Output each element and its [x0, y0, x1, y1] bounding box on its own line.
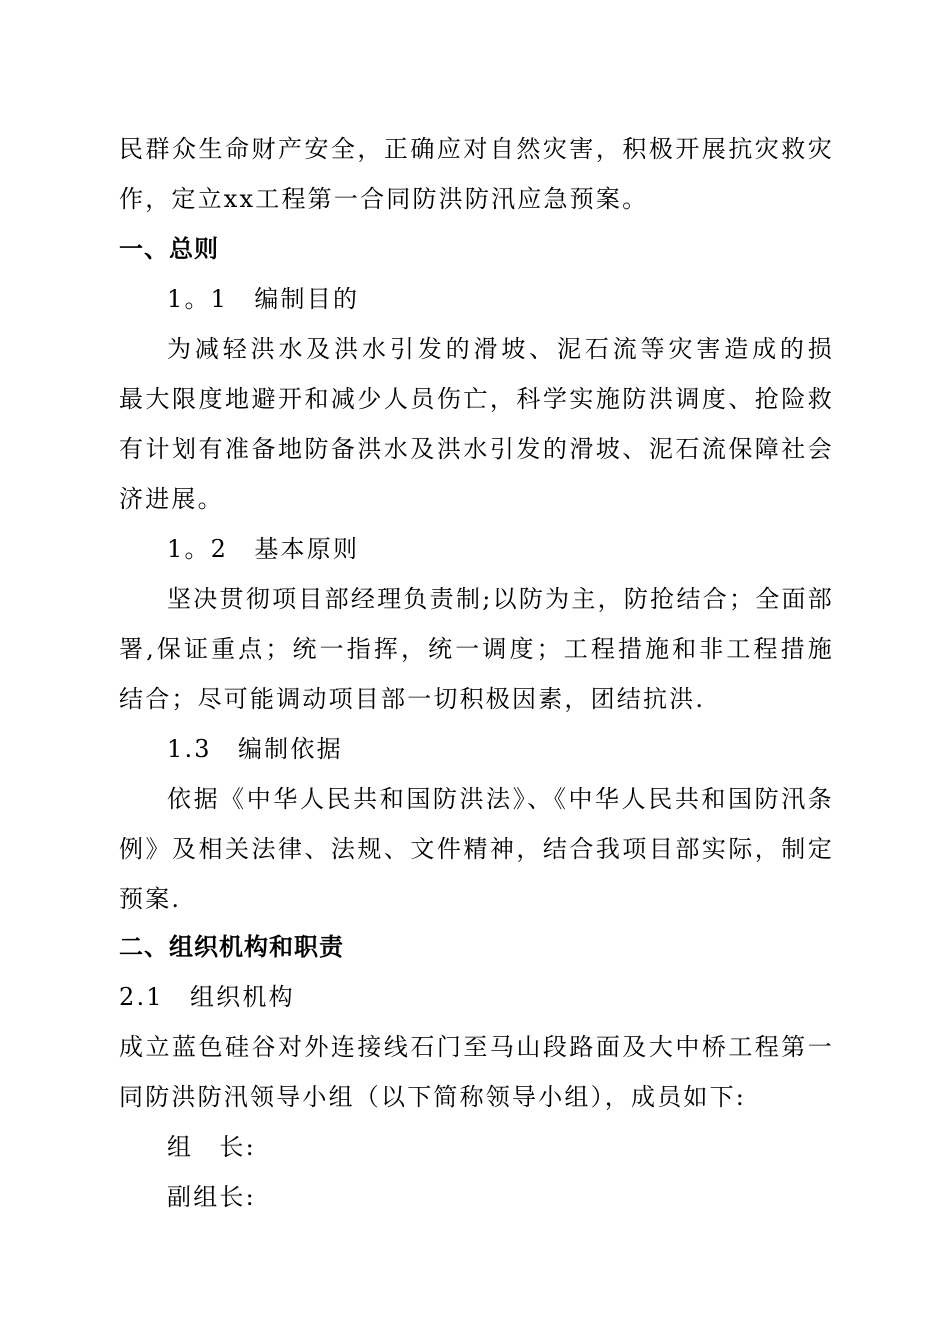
- section-heading-organization: 二、组织机构和职责: [119, 933, 344, 961]
- paragraph-line: 依据《中华人民共和国防洪法》、《中华人民共和国防汛条: [167, 785, 834, 813]
- subsection-title-purpose: 1。1 编制目的: [167, 285, 360, 313]
- section-heading-general: 一、总则: [119, 235, 219, 263]
- paragraph-line: 例》及相关法律、法规、文件精神，结合我项目部实际，制定: [119, 835, 834, 863]
- paragraph-line: 作，定立xx工程第一合同防洪防汛应急预案。: [119, 185, 649, 213]
- paragraph-line: 预案.: [119, 885, 182, 913]
- subsection-title-structure: 2.1 组织机构: [119, 983, 295, 1011]
- paragraph-line: 最大限度地避开和减少人员伤亡，科学实施防洪调度、抢险救: [119, 385, 834, 413]
- paragraph-line: 结合；尽可能调动项目部一切积极因素，团结抗洪.: [119, 685, 706, 713]
- paragraph-line: 署,保证重点；统一指挥，统一调度；工程措施和非工程措施: [119, 635, 834, 663]
- leader-label: 组 长:: [167, 1133, 256, 1161]
- deputy-leader-label: 副组长:: [167, 1183, 256, 1211]
- paragraph-line: 有计划有准备地防备洪水及洪水引发的滑坡、泥石流保障社会: [119, 435, 834, 463]
- subsection-title-principles: 1。2 基本原则: [167, 535, 360, 563]
- subsection-title-basis: 1.3 编制依据: [167, 735, 343, 763]
- paragraph-line: 同防洪防汛领导小组（以下简称领导小组），成员如下:: [119, 1083, 747, 1111]
- paragraph-line: 成立蓝色硅谷对外连接线石门至马山段路面及大中桥工程第一: [119, 1033, 834, 1061]
- paragraph-line: 民群众生命财产安全，正确应对自然灾害，积极开展抗灾救灾: [119, 135, 834, 163]
- paragraph-line: 为减轻洪水及洪水引发的滑坡、泥石流等灾害造成的损: [167, 335, 834, 363]
- paragraph-line: 济进展。: [119, 485, 224, 513]
- paragraph-line: 坚决贯彻项目部经理负责制;以防为主，防抢结合；全面部: [167, 585, 834, 613]
